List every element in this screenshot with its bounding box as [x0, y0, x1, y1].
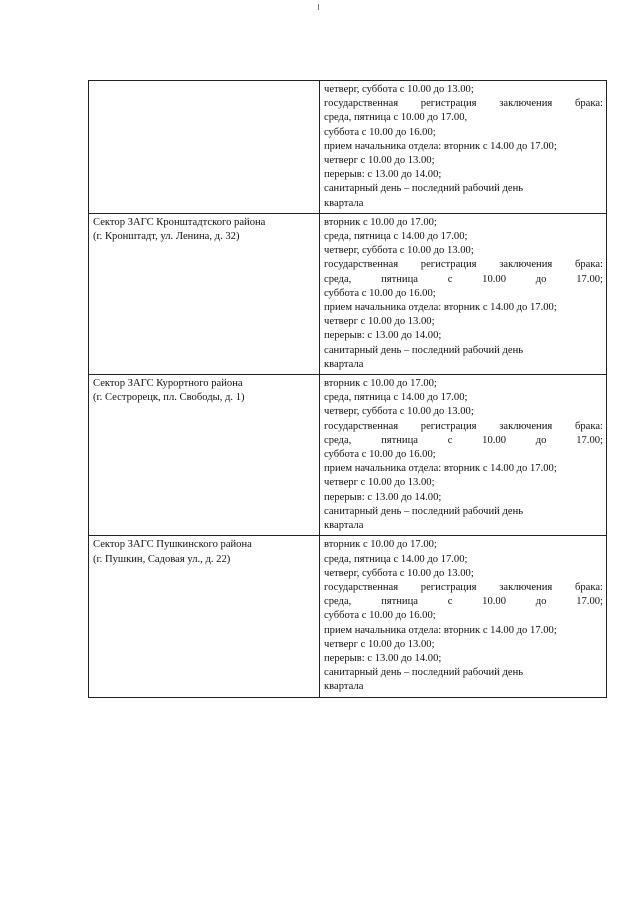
hours-line: суббота с 10.00 до 16.00;: [324, 449, 436, 461]
hours-line: вторник с 10.00 до 17.00;: [324, 539, 437, 551]
hours-line: суббота с 10.00 до 16.00;: [324, 610, 436, 622]
department-cell: [89, 375, 320, 536]
hours-line: квартала: [324, 520, 364, 532]
department-name: Сектор ЗАГС Пушкинского района: [93, 539, 252, 551]
hours-line: перерыв: с 13.00 до 14.00;: [324, 652, 442, 664]
department-name: Сектор ЗАГС Курортного района: [93, 378, 243, 390]
hours-line: перерыв: с 13.00 до 14.00;: [324, 491, 442, 503]
hours-line: перерыв: с 13.00 до 14.00;: [324, 330, 442, 342]
hours-cell: [320, 375, 607, 536]
schedule-table: [88, 80, 607, 698]
hours-line: государственная регистрация заключения брака:: [324, 259, 603, 271]
hours-line: вторник с 10.00 до 17.00;: [324, 216, 437, 228]
department-cell: [89, 536, 320, 697]
hours-line: санитарный день – последний рабочий день: [324, 505, 524, 517]
hours-cell: [320, 213, 607, 374]
hours-line: четверг с 10.00 до 13.00;: [324, 638, 435, 650]
hours-line: государственная регистрация заключения брака:: [324, 98, 603, 110]
hours-line: четверг с 10.00 до 13.00;: [324, 155, 435, 167]
table-row: [89, 375, 607, 536]
department-address: (г. Пушкин, Садовая ул., д. 22): [93, 553, 231, 565]
hours-line: среда, пятница с 10.00 до 17.00;: [324, 434, 603, 446]
hours-line: среда, пятница с 10.00 до 17.00;: [324, 596, 603, 608]
department-address: (г. Кронштадт, ул. Ленина, д. 32): [93, 231, 240, 243]
hours-line: прием начальника отдела: вторник с 14.00 до 17.00;: [324, 140, 557, 152]
hours-line: прием начальника отдела: вторник с 14.00 до 17.00;: [324, 302, 557, 314]
hours-line: четверг, суббота с 10.00 до 13.00;: [324, 245, 474, 257]
department-cell: [89, 213, 320, 374]
page-top-mark: [318, 4, 319, 10]
department-cell: [89, 81, 320, 214]
department-address: (г. Сестрорецк, пл. Свободы, д. 1): [93, 392, 245, 404]
hours-line: суббота с 10.00 до 16.00;: [324, 287, 436, 299]
hours-line: четверг с 10.00 до 13.00;: [324, 316, 435, 328]
hours-line: государственная регистрация заключения брака:: [324, 581, 603, 593]
hours-line: среда, пятница с 10.00 до 17.00;: [324, 273, 603, 285]
hours-line: среда, пятница с 14.00 до 17.00;: [324, 553, 468, 565]
hours-line: четверг, суббота с 10.00 до 13.00;: [324, 567, 474, 579]
hours-line: квартала: [324, 358, 364, 370]
hours-line: вторник с 10.00 до 17.00;: [324, 378, 437, 390]
hours-line: перерыв: с 13.00 до 14.00;: [324, 169, 442, 181]
hours-line: прием начальника отдела: вторник с 14.00 до 17.00;: [324, 463, 557, 475]
hours-line: четверг, суббота с 10.00 до 13.00;: [324, 406, 474, 418]
hours-line: среда, пятница с 14.00 до 17.00;: [324, 392, 468, 404]
table-row: [89, 213, 607, 374]
hours-line: санитарный день – последний рабочий день: [324, 183, 524, 195]
table-row: [89, 536, 607, 697]
hours-line: суббота с 10.00 до 16.00;: [324, 126, 436, 138]
department-name: Сектор ЗАГС Кронштадтского района: [93, 216, 266, 228]
hours-line: санитарный день – последний рабочий день: [324, 667, 524, 679]
hours-line: квартала: [324, 681, 364, 693]
hours-line: среда, пятница с 10.00 до 17.00,: [324, 112, 468, 124]
hours-line: государственная регистрация заключения брака:: [324, 420, 603, 432]
hours-cell: [320, 81, 607, 214]
hours-line: среда, пятница с 14.00 до 17.00;: [324, 231, 468, 243]
hours-line: четверг с 10.00 до 13.00;: [324, 477, 435, 489]
hours-line: квартала: [324, 197, 364, 209]
hours-line: четверг, суббота с 10.00 до 13.00;: [324, 84, 474, 95]
hours-line: санитарный день – последний рабочий день: [324, 344, 524, 356]
hours-line: прием начальника отдела: вторник с 14.00 до 17.00;: [324, 624, 557, 636]
table-row: [89, 81, 607, 214]
hours-cell: [320, 536, 607, 697]
